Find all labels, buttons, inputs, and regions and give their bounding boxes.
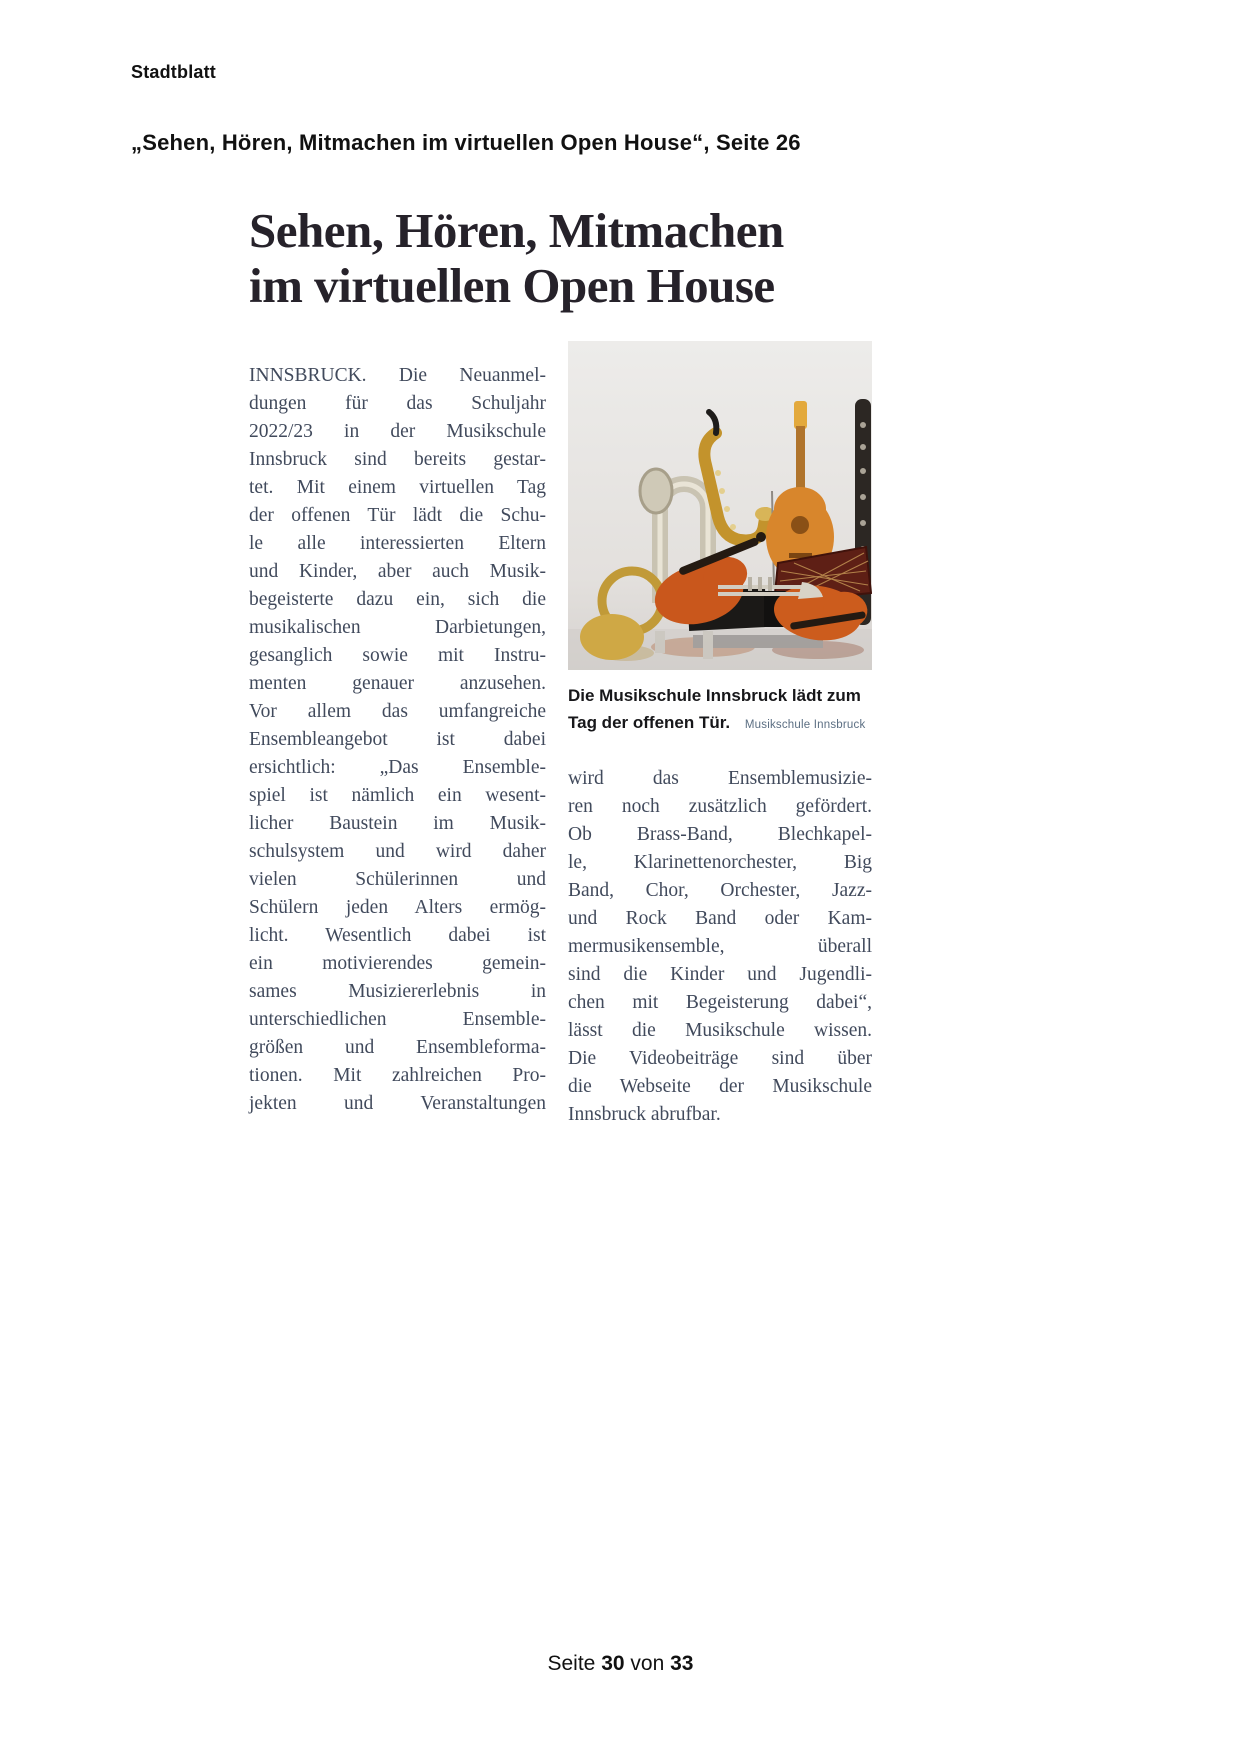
photo-caption xyxy=(568,682,872,739)
text-line: jekten und Veranstaltungen xyxy=(249,1093,546,1114)
footer-label-von: von xyxy=(630,1652,665,1675)
instruments-photo-graphic xyxy=(568,341,872,670)
text-line: dungen für das Schuljahr xyxy=(249,393,546,414)
article-right-column-text xyxy=(568,765,872,1129)
text-line: le, Klarinettenorchester, Big xyxy=(568,852,872,873)
text-line: ein motivierendes gemein- xyxy=(249,953,546,974)
text-line: die Webseite der Musikschule xyxy=(568,1076,872,1097)
text-line: Ensembleangebot ist dabei xyxy=(249,729,546,750)
text-line: und Kinder, aber auch Musik- xyxy=(249,561,546,582)
headline-line1: Sehen, Hören, Mitmachen xyxy=(249,203,784,258)
text-line: tionen. Mit zahlreichen Pro- xyxy=(249,1065,546,1086)
text-line: wird das Ensemblemusizie- xyxy=(568,768,872,789)
article-clipping xyxy=(249,203,872,1125)
text-line: gesanglich sowie mit Instru- xyxy=(249,645,546,666)
text-line: größen und Ensembleforma- xyxy=(249,1037,546,1058)
article-right-column xyxy=(568,341,872,1129)
text-line: Schülern jeden Alters ermög- xyxy=(249,897,546,918)
text-line: ersichtlich: „Das Ensemble- xyxy=(249,757,546,778)
text-line: sames Musiziererlebnis in xyxy=(249,981,546,1002)
text-line: le alle interessierten Eltern xyxy=(249,533,546,554)
article-columns xyxy=(249,341,872,1129)
text-line: 2022/23 in der Musikschule xyxy=(249,421,546,442)
text-line: der offenen Tür lädt die Schu- xyxy=(249,505,546,526)
text-line: Die Videobeiträge sind über xyxy=(568,1048,872,1069)
text-line: sind die Kinder und Jugendli- xyxy=(568,964,872,985)
footer-label-seite: Seite xyxy=(547,1652,596,1675)
photo-caption-bold: Tag der offenen Tür. xyxy=(568,713,731,732)
text-line: lässt die Musikschule wissen. xyxy=(568,1020,872,1041)
page-footer xyxy=(0,1652,1241,1676)
text-line: licht. Wesentlich dabei ist xyxy=(249,925,546,946)
text-line: ren noch zusätzlich gefördert. xyxy=(568,796,872,817)
reference-line: „Sehen, Hören, Mitmachen im virtuellen Open House“, Seite 26 xyxy=(131,130,801,155)
photo-caption-credit: Musikschule Innsbruck xyxy=(744,719,866,731)
text-line: tet. Mit einem virtuellen Tag xyxy=(249,477,546,498)
document-title: Stadtblatt xyxy=(131,62,216,82)
text-line: und Rock Band oder Kam- xyxy=(568,908,872,929)
headline-line2: im virtuellen Open House xyxy=(249,258,775,313)
instruments-photo xyxy=(568,341,872,670)
footer-current-page: 30 xyxy=(601,1652,625,1675)
text-line: Vor allem das umfangreiche xyxy=(249,701,546,722)
footer-total-pages: 33 xyxy=(670,1652,694,1675)
text-line: unterschiedlichen Ensemble- xyxy=(249,1009,546,1030)
photo-caption-line2 xyxy=(568,709,872,739)
text-line: Innsbruck sind bereits gestar- xyxy=(249,449,546,470)
photo-caption-line1: Die Musikschule Innsbruck lädt zum xyxy=(568,686,861,705)
text-line: licher Baustein im Musik- xyxy=(249,813,546,834)
article-headline xyxy=(249,203,872,313)
text-line: INNSBRUCK. Die Neuanmel- xyxy=(249,365,546,386)
article-left-column xyxy=(249,362,546,1129)
text-line: begeisterte dazu ein, sich die xyxy=(249,589,546,610)
text-line: vielen Schülerinnen und xyxy=(249,869,546,890)
text-line: musikalischen Darbietungen, xyxy=(249,617,546,638)
text-line: Band, Chor, Orchester, Jazz- xyxy=(568,880,872,901)
text-line: chen mit Begeisterung dabei“, xyxy=(568,992,872,1013)
text-line: Innsbruck abrufbar. xyxy=(568,1104,721,1125)
text-line: menten genauer anzusehen. xyxy=(249,673,546,694)
text-line: mermusikensemble, überall xyxy=(568,936,872,957)
text-line: Ob Brass-Band, Blechkapel- xyxy=(568,824,872,845)
text-line: spiel ist nämlich ein wesent- xyxy=(249,785,546,806)
text-line: schulsystem und wird daher xyxy=(249,841,546,862)
